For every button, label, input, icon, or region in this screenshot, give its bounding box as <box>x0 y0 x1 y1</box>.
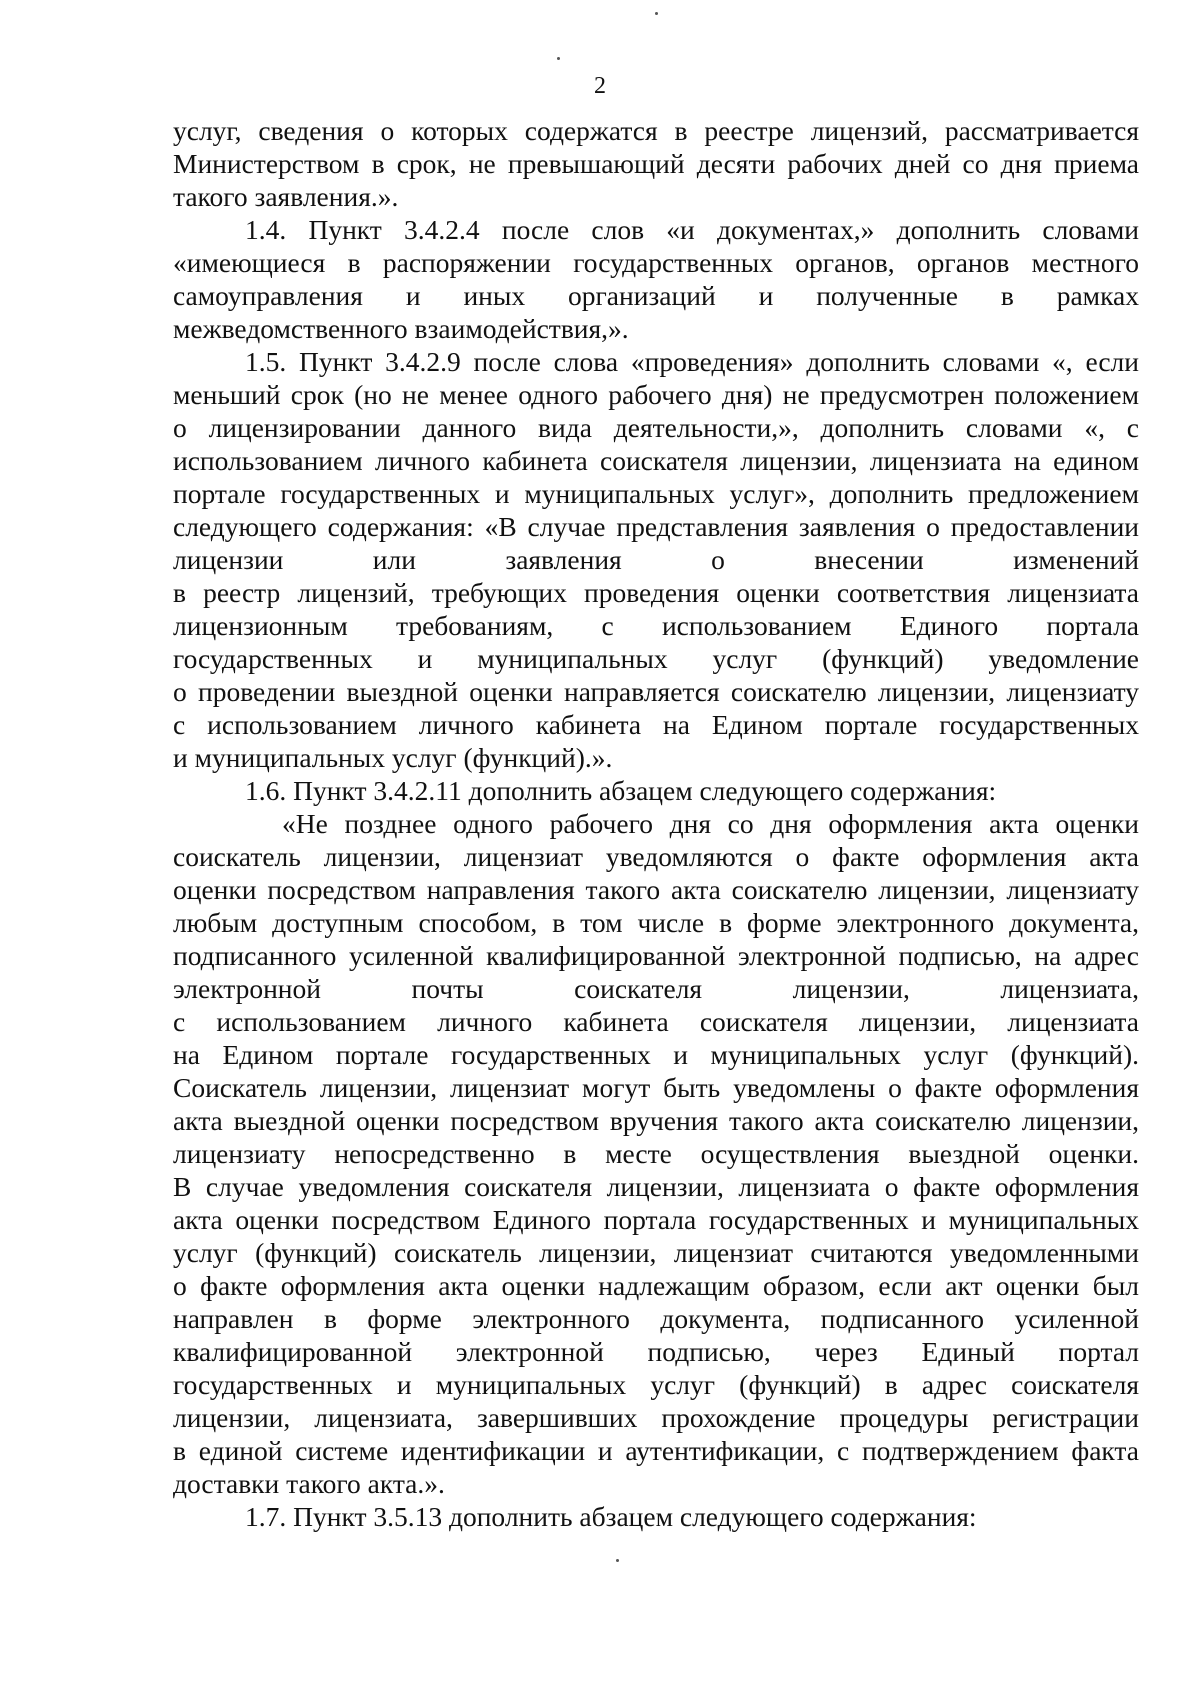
text-line: услуг (функций) соискатель лицензии, лицензиат считаются уведомленными <box>173 1237 1139 1268</box>
text-line: самоуправления и иных организаций и полученные в рамках <box>173 280 1139 311</box>
scan-speck <box>557 57 560 60</box>
text-line: 1.7. Пункт 3.5.13 дополнить абзацем следующего содержания: <box>245 1501 977 1532</box>
page-number: 2 <box>594 73 606 99</box>
text-line: соискатель лицензии, лицензиат уведомляются о факте оформления акта <box>173 841 1139 872</box>
text-line: В случае уведомления соискателя лицензии, лицензиата о факте оформления <box>173 1171 1139 1202</box>
text-line: подписанного усиленной квалифицированной электронной подписью, на адрес <box>173 940 1139 971</box>
scan-speck <box>616 1559 619 1562</box>
text-line: Соискатель лицензии, лицензиат могут быть уведомлены о факте оформления <box>173 1072 1139 1103</box>
text-line: в реестр лицензий, требующих проведения оценки соответствия лицензиата <box>173 577 1139 608</box>
text-line: Министерством в срок, не превышающий десяти рабочих дней со дня приема <box>173 148 1139 179</box>
text-line: межведомственного взаимодействия,». <box>173 313 629 344</box>
text-line: о проведении выездной оценки направляется соискателю лицензии, лицензиату <box>173 676 1139 707</box>
text-line: электронной почты соискателя лицензии, лицензиата, <box>173 973 1139 1004</box>
text-line: лицензии, лицензиата, завершивших прохождение процедуры регистрации <box>173 1402 1139 1433</box>
text-line: портале государственных и муниципальных услуг», дополнить предложением <box>173 478 1139 509</box>
text-line: в единой системе идентификации и аутентификации, с подтверждением факта <box>173 1435 1139 1466</box>
text-line: 1.5. Пункт 3.4.2.9 после слова «проведения» дополнить словами «, если <box>245 346 1139 377</box>
text-line: такого заявления.». <box>173 181 399 212</box>
scan-speck <box>655 12 658 15</box>
text-line: 1.4. Пункт 3.4.2.4 после слов «и документах,» дополнить словами <box>245 214 1139 245</box>
text-line: квалифицированной электронной подписью, через Единый портал <box>173 1336 1139 1367</box>
text-line: любым доступным способом, в том числе в форме электронного документа, <box>173 907 1139 938</box>
text-line: акта выездной оценки посредством вручения такого акта соискателю лицензии, <box>173 1105 1139 1136</box>
text-line: лицензионным требованиям, с использованием Единого портала <box>173 610 1139 641</box>
text-line: «Не позднее одного рабочего дня со дня оформления акта оценки <box>282 808 1139 839</box>
text-line: меньший срок (но не менее одного рабочего дня) не предусмотрен положением <box>173 379 1139 410</box>
text-line: лицензиату непосредственно в месте осуществления выездной оценки. <box>173 1138 1139 1169</box>
text-line: о факте оформления акта оценки надлежащим образом, если акт оценки был <box>173 1270 1139 1301</box>
text-line: следующего содержания: «В случае представления заявления о предоставлении <box>173 511 1139 542</box>
text-line: и муниципальных услуг (функций).». <box>173 742 613 773</box>
text-line: использованием личного кабинета соискателя лицензии, лицензиата на едином <box>173 445 1139 476</box>
text-line: «имеющиеся в распоряжении государственных органов, органов местного <box>173 247 1139 278</box>
text-line: услуг, сведения о которых содержатся в реестре лицензий, рассматривается <box>173 115 1139 146</box>
text-line: оценки посредством направления такого акта соискателю лицензии, лицензиату <box>173 874 1139 905</box>
text-line: о лицензировании данного вида деятельности,», дополнить словами «, с <box>173 412 1139 443</box>
text-line: направлен в форме электронного документа, подписанного усиленной <box>173 1303 1139 1334</box>
text-line: с использованием личного кабинета на Едином портале государственных <box>173 709 1139 740</box>
text-line: государственных и муниципальных услуг (функций) в адрес соискателя <box>173 1369 1139 1400</box>
text-line: на Едином портале государственных и муниципальных услуг (функций). <box>173 1039 1139 1070</box>
text-line: доставки такого акта.». <box>173 1468 445 1499</box>
text-line: акта оценки посредством Единого портала государственных и муниципальных <box>173 1204 1139 1235</box>
text-line: с использованием личного кабинета соискателя лицензии, лицензиата <box>173 1006 1139 1037</box>
text-line: государственных и муниципальных услуг (функций) уведомление <box>173 643 1139 674</box>
text-line: 1.6. Пункт 3.4.2.11 дополнить абзацем следующего содержания: <box>245 775 997 806</box>
text-line: лицензии или заявления о внесении изменений <box>173 544 1139 575</box>
